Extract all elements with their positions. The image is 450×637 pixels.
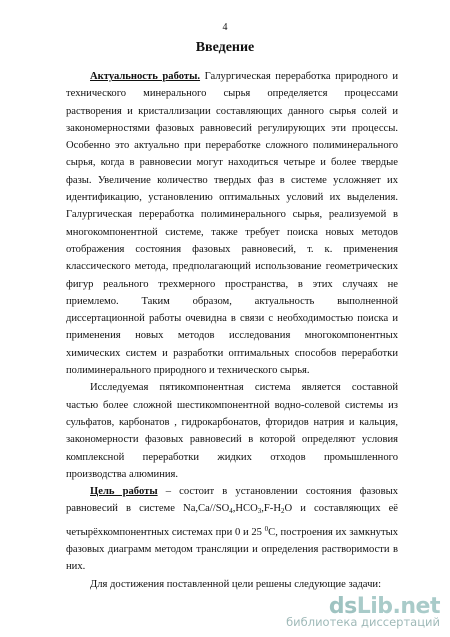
- goal-text-a: – состоит в установлении состояния фазовых равновесий в системе Na,Ca//SO: [66, 486, 398, 515]
- document-body: [66, 68, 398, 593]
- goal-text-b: ,HCO: [232, 503, 258, 515]
- goal-sub-3: 2: [280, 507, 285, 516]
- paragraph-system: Исследуемая пятикомпонентная система является составной частью более сложной шестикомпонентной водно-солевой системы из сульфатов, карбонатов , гидрокарбонатов, фторидов натрия и кальция, закономерности фазовых равновесий в которой определяют условия комплексной переработки жидких отходов промышленного производства алюминия.: [66, 382, 398, 480]
- goal-sup: 0: [264, 524, 269, 533]
- relevance-text: Галургическая переработка природного и технического минерального сырья определяется процессами растворения и кристаллизации составляющих данного сырья солей и закономерностями фазовых равновесий регулирующих эти процессы. Особенно это актуально при переработке сложного полиминерального сырья, когда в равновесии могут находиться четыре и более твердые фазы. Увеличение количество твердых фаз в системе усложняет их идентификацию, установлению оптимальных условий их выделения. Галургическая переработка полиминерального сырья, реализуемой в многокомпонентной системе, также требует поиска новых методов отображения состояния фазовых равновесий, т. к. применения классического метода, предполагающий использование геометрических фигур реального трехмерного пространства, в этих случаях не приемлемо. Таким образом, актуальность выполненной диссертационной работы очевидна в связи с необходимостью поиска и применения новых методов исследования многокомпонентных химических систем и разработки оптимальных способов переработки полиминерального природного и технического сырья.: [66, 71, 398, 377]
- goal-text-e: С, построения их замкнутых фазовых диаграмм методом трансляции и определения растворимости в них.: [66, 526, 398, 573]
- goal-text-d: O и составляющих её четырёхкомпонентных системах при 0 и 25: [66, 503, 399, 538]
- watermark-logo-rest: Lib.net: [356, 594, 440, 619]
- watermark[interactable]: [286, 594, 440, 629]
- goal-sub-2: 3: [257, 507, 262, 516]
- paragraph-goal: [66, 483, 398, 575]
- page-number: 4: [222, 22, 228, 33]
- goal-text-c: ,F-H: [261, 503, 281, 515]
- goal-sub-1: 4: [229, 507, 233, 516]
- section-heading: Введение: [195, 40, 255, 55]
- paragraph-tasks: Для достижения поставленной цели решены следующие задачи:: [90, 578, 382, 590]
- watermark-logo-ds: ds: [328, 594, 357, 619]
- paragraph-relevance: [66, 68, 398, 379]
- goal-term: Цель работы: [90, 486, 158, 498]
- relevance-term: Актуальность работы.: [90, 71, 201, 82]
- watermark-tagline: библиотека диссертаций: [286, 615, 440, 629]
